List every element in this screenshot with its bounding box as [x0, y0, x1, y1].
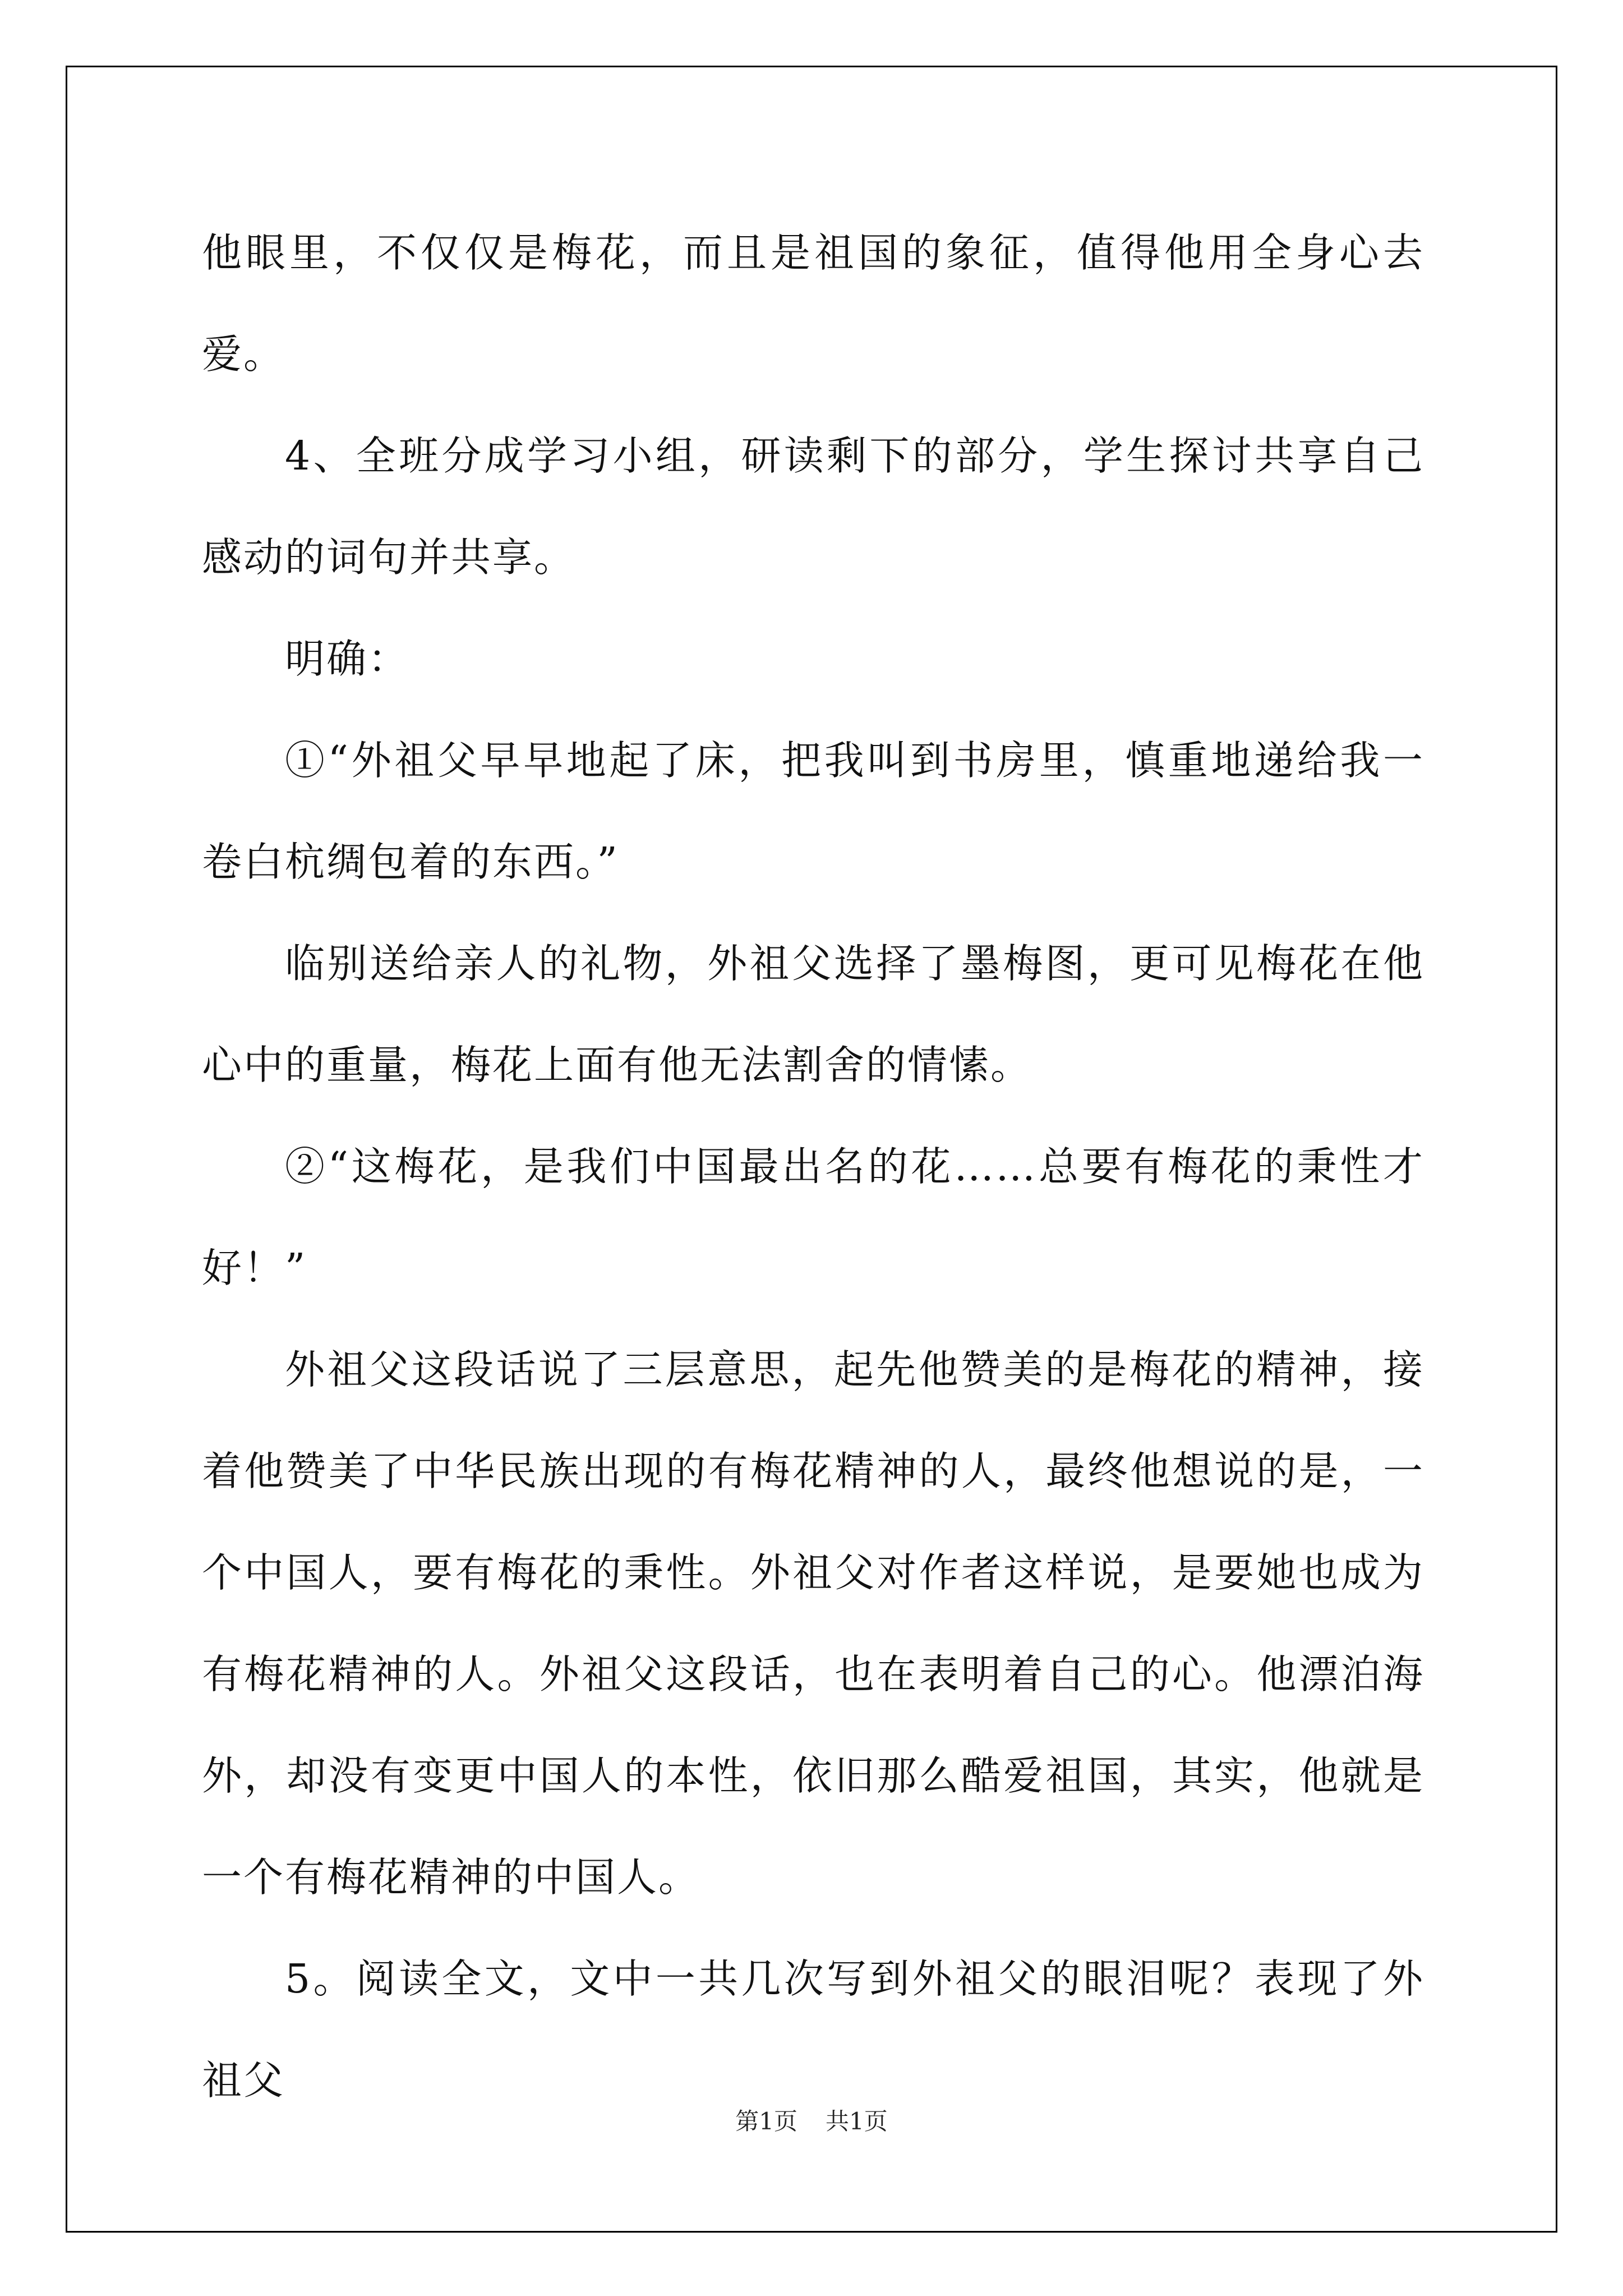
page-number: 第1页: [735, 2108, 797, 2135]
paragraph-5: 临别送给亲人的礼物，外祖父选择了墨梅图，更可见梅花在他心中的重量，梅花上面有他无法割舍的情愫。: [202, 940, 1424, 1088]
paragraph-6: ②“这梅花，是我们中国最出名的花……总要有梅花的秉性才好！”: [202, 1143, 1424, 1291]
paragraph-7: 外祖父这段话说了三层意思，起先他赞美的是梅花的精神，接着他赞美了中华民族出现的有梅花精神的人，最终他想说的是，一个中国人，要有梅花的秉性。外祖父对作者这样说，是要她也成为有梅花精神的人。外祖父这段话，也在表明着自己的心。他漂泊海外，却没有变更中国人的本性，依旧那么酷爱祖国，其实，他就是一个有梅花精神的中国人。: [202, 1346, 1424, 1901]
page-footer: [0, 2105, 1623, 2138]
paragraph-3: 明确：: [285, 636, 410, 682]
paragraph-1: 他眼里，不仅仅是梅花，而且是祖国的象征，值得他用全身心去爱。: [202, 229, 1424, 378]
paragraph-4: ①“外祖父早早地起了床，把我叫到书房里，慎重地递给我一卷白杭绸包着的东西。”: [202, 737, 1424, 885]
paragraph-8: 5。阅读全文，文中一共几次写到外祖父的眼泪呢？表现了外祖父: [202, 1955, 1424, 2104]
paragraph-2: 4、全班分成学习小组，研读剩下的部分，学生探讨共享自己感动的词句并共享。: [202, 432, 1424, 581]
page-total: 共1页: [826, 2108, 888, 2135]
document-body: [202, 202, 1424, 2131]
